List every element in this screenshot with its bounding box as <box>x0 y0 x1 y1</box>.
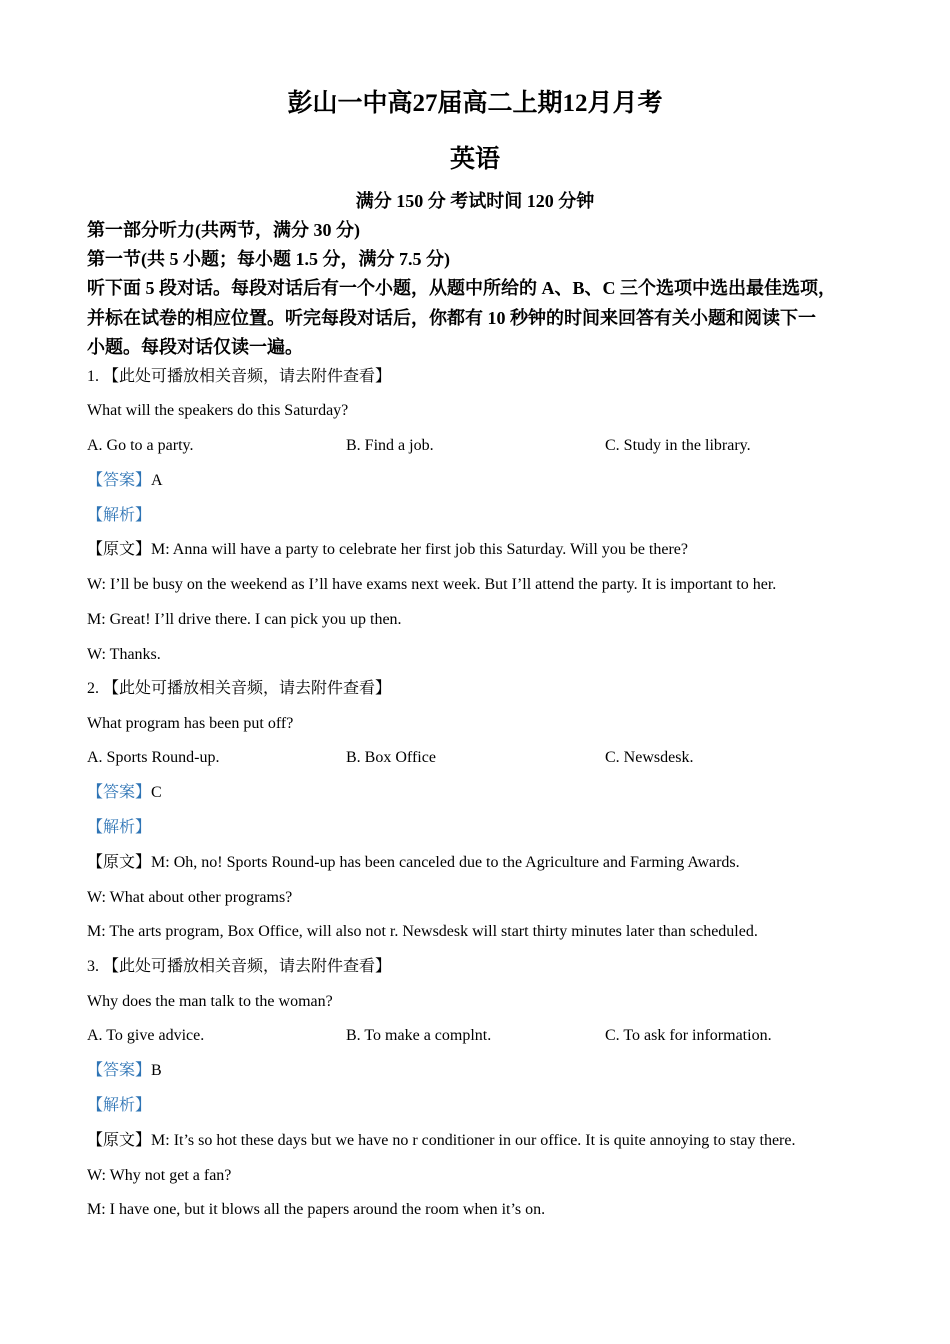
question-2-analysis <box>87 816 877 840</box>
question-1-transcript-line: M: Great! I’ll drive there. I can pick you up then. <box>87 611 402 628</box>
question-2-transcript-line: W: What about other programs? <box>87 889 293 906</box>
question-1-option-a: A. Go to a party. <box>87 437 194 454</box>
instruction-line-2: 并标在试卷的相应位置。听完每段对话后，你都有 10 秒钟的时间来回答有关小题和阅读下一 <box>87 308 816 328</box>
transcript-tag: 【原文】 <box>87 541 152 558</box>
answer-tag: 【答案】 <box>87 472 152 489</box>
question-1-analysis <box>87 504 877 528</box>
transcript-text: M: It’s so hot these days but we have no r conditioner in our office. It is quite annoying to stay there. <box>151 1132 796 1149</box>
instruction-line-1: 听下面 5 段对话。每段对话后有一个小题，从题中所给的 A、B、C 三个选项中选出最佳选项， <box>87 278 836 298</box>
transcript-tag: 【原文】 <box>87 854 152 871</box>
question-1-option-b: B. Find a job. <box>346 437 434 454</box>
question-2-option-a: A. Sports Round-up. <box>87 749 220 766</box>
answer-tag: 【答案】 <box>87 784 152 801</box>
question-2-answer <box>87 781 877 805</box>
analysis-tag: 【解析】 <box>87 819 152 836</box>
analysis-tag: 【解析】 <box>87 1097 152 1114</box>
question-3-option-c: C. To ask for information. <box>605 1027 772 1044</box>
question-3-analysis <box>87 1094 877 1118</box>
exam-title: 彭山一中高27届高二上期12月月考 <box>287 90 663 117</box>
transcript-tag: 【原文】 <box>87 1132 152 1149</box>
question-3-transcript-line <box>87 1129 877 1153</box>
question-1-text: What will the speakers do this Saturday? <box>87 402 349 419</box>
question-2-option-c: C. Newsdesk. <box>605 749 694 766</box>
question-2-header: 2. 【此处可播放相关音频，请去附件查看】 <box>87 680 392 697</box>
analysis-tag: 【解析】 <box>87 507 152 524</box>
question-2-option-b: B. Box Office <box>346 749 436 766</box>
question-1-answer <box>87 469 877 493</box>
question-1-transcript-line: W: I’ll be busy on the weekend as I’ll have exams next week. But I’ll attend the party. It is important to her. <box>87 576 777 593</box>
answer-value: B <box>151 1062 162 1079</box>
question-3-option-b: B. To make a complnt. <box>346 1027 492 1044</box>
question-2-transcript-line <box>87 851 877 875</box>
exam-meta: 满分 150 分 考试时间 120 分钟 <box>355 191 595 211</box>
transcript-text: M: Oh, no! Sports Round-up has been canceled due to the Agriculture and Farming Awards. <box>151 854 740 871</box>
section-title: 第一节(共 5 小题；每小题 1.5 分，满分 7.5 分) <box>87 249 450 269</box>
question-1-option-c: C. Study in the library. <box>605 437 751 454</box>
question-3-answer <box>87 1059 877 1083</box>
question-3-option-a: A. To give advice. <box>87 1027 205 1044</box>
question-1-transcript-line <box>87 538 877 562</box>
question-3-transcript-line: W: Why not get a fan? <box>87 1167 232 1184</box>
question-1-header: 1. 【此处可播放相关音频，请去附件查看】 <box>87 368 392 385</box>
question-2-transcript-line: M: The arts program, Box Office, will also not r. Newsdesk will start thirty minutes later than scheduled. <box>87 923 758 940</box>
question-2-text: What program has been put off? <box>87 715 294 732</box>
question-1-transcript-line: W: Thanks. <box>87 646 161 663</box>
question-3-text: Why does the man talk to the woman? <box>87 993 333 1010</box>
answer-value: A <box>151 472 163 489</box>
instruction-line-3: 小题。每段对话仅读一遍。 <box>87 337 303 357</box>
transcript-text: M: Anna will have a party to celebrate her first job this Saturday. Will you be there? <box>151 541 688 558</box>
answer-value: C <box>151 784 162 801</box>
question-3-transcript-line: M: I have one, but it blows all the papers around the room when it’s on. <box>87 1201 546 1218</box>
answer-tag: 【答案】 <box>87 1062 152 1079</box>
question-3-header: 3. 【此处可播放相关音频，请去附件查看】 <box>87 958 392 975</box>
part-title: 第一部分听力(共两节，满分 30 分) <box>87 220 360 240</box>
exam-subject: 英语 <box>449 146 500 173</box>
